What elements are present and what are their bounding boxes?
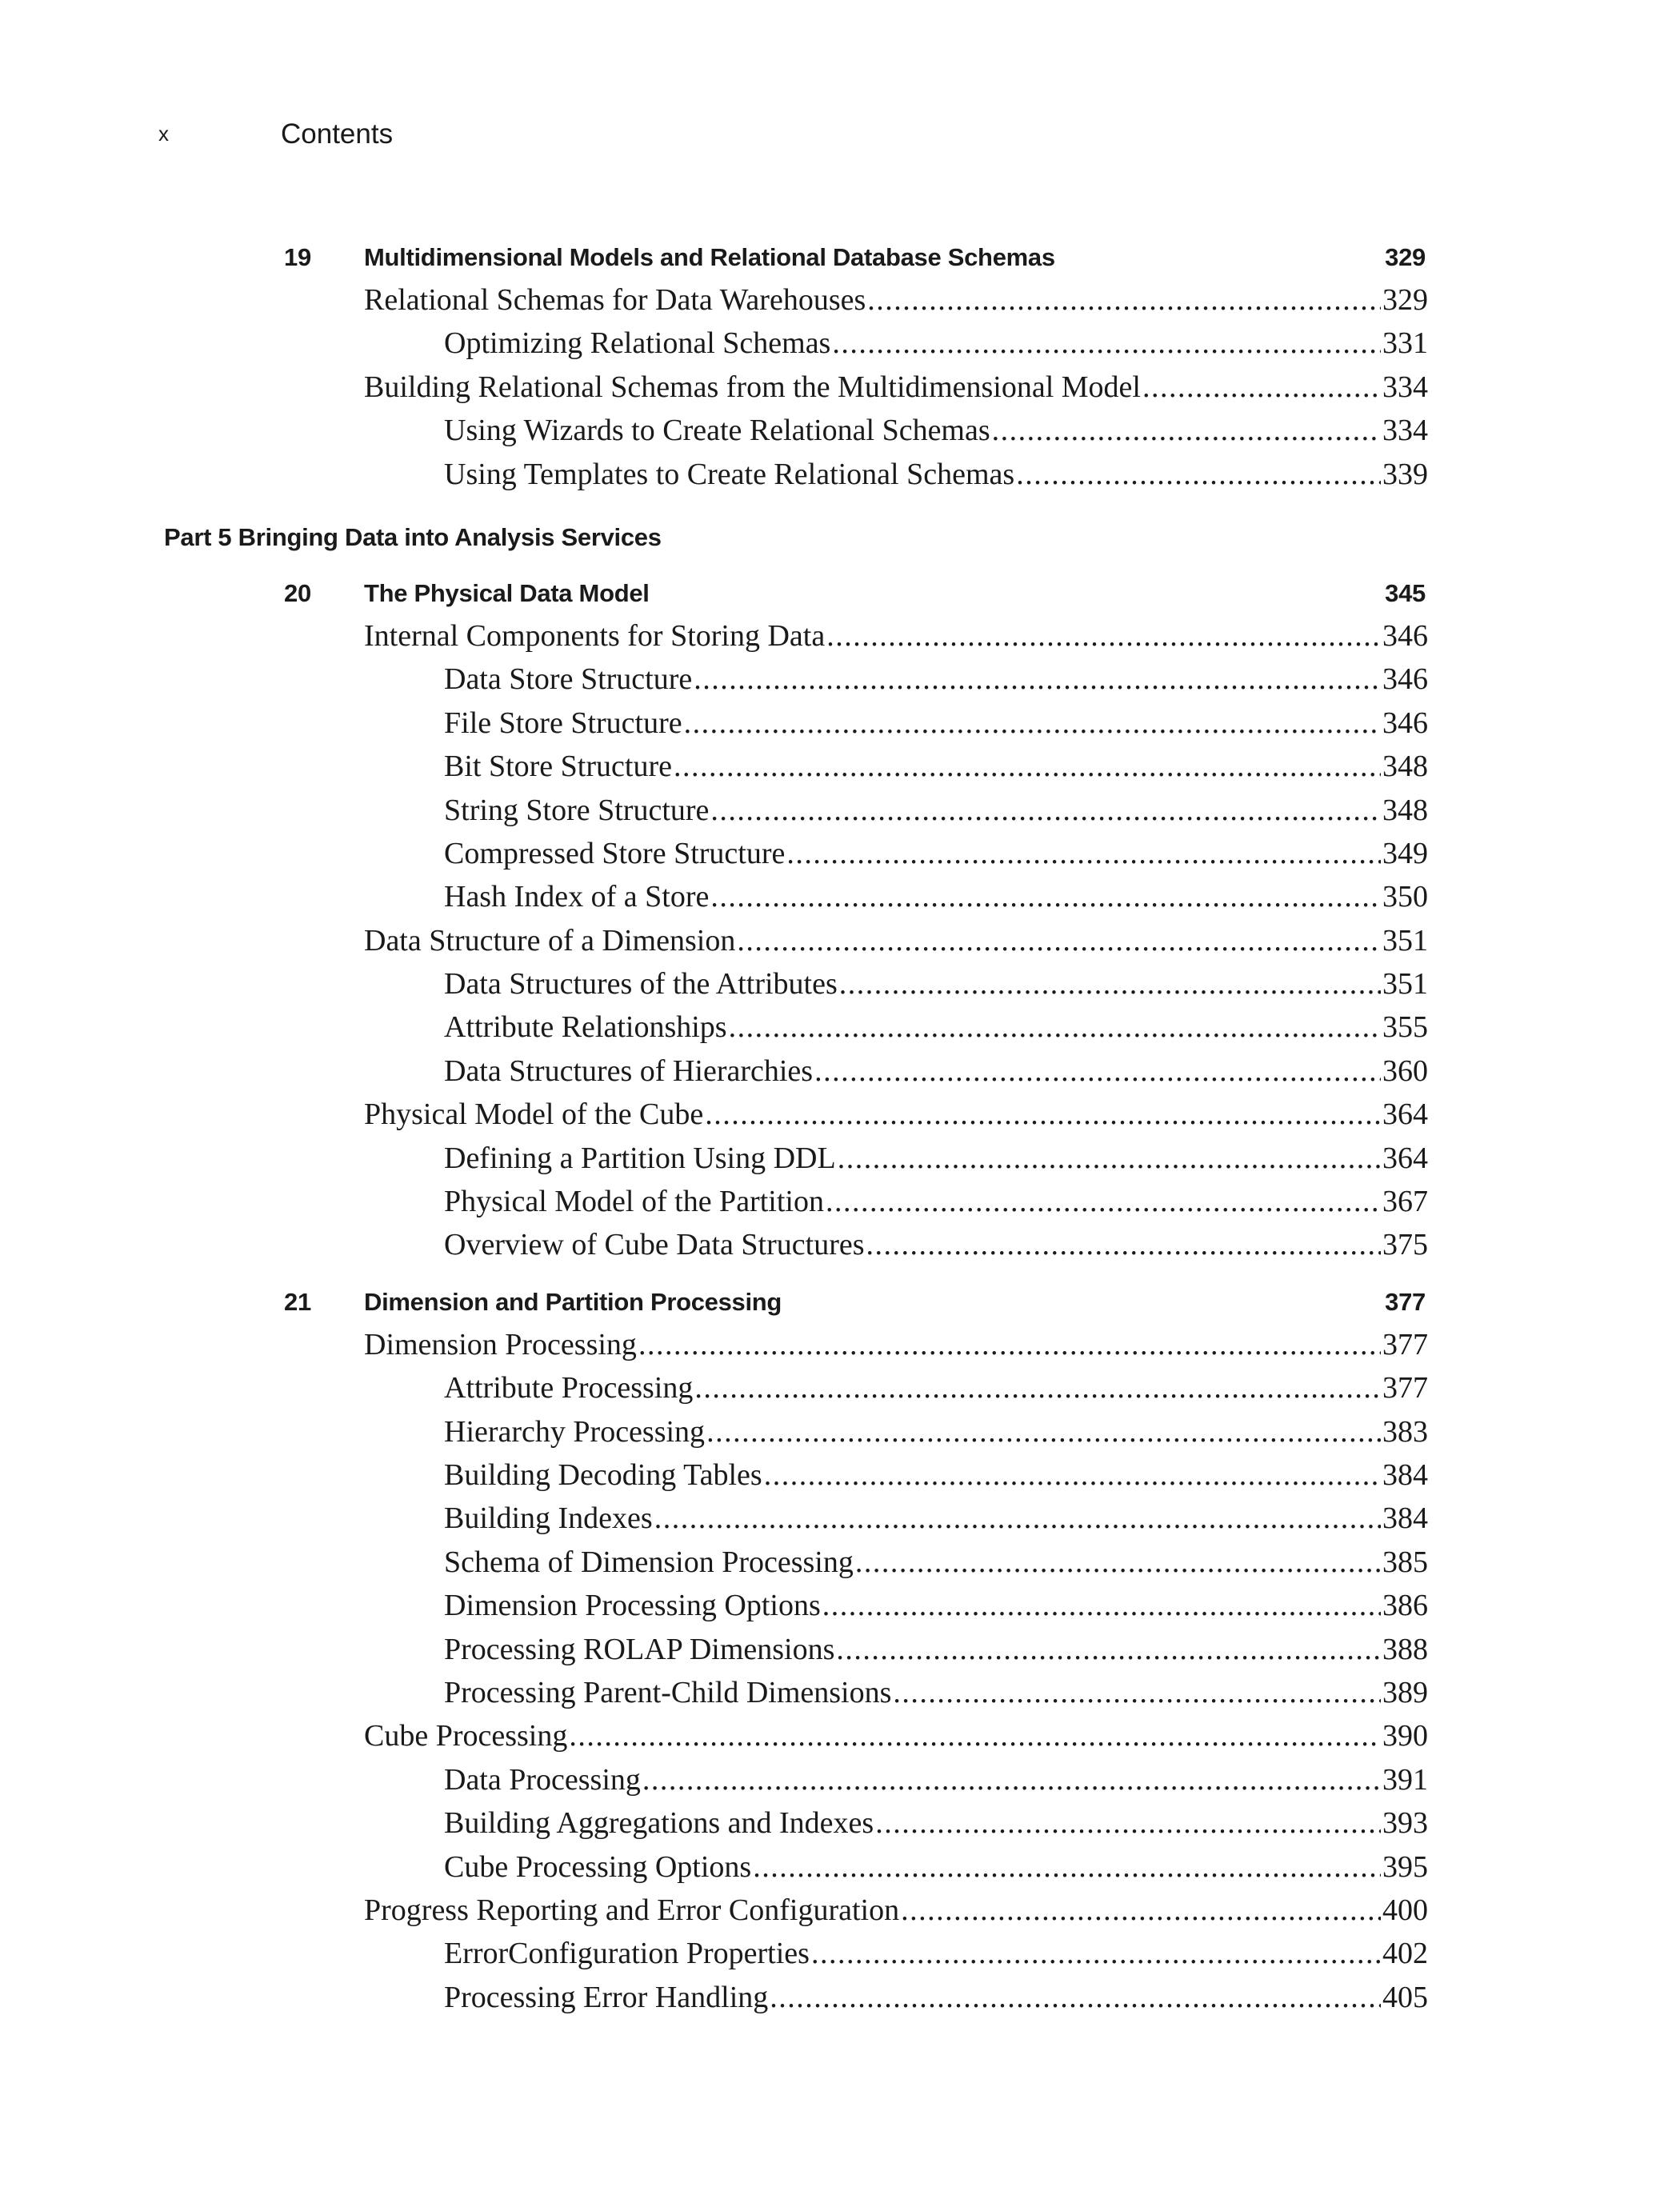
toc-entry-page: 386 (1382, 1589, 1428, 1623)
dot-leader (737, 919, 1381, 962)
toc-entry[interactable] (364, 1093, 1428, 1136)
toc-entry-title: Progress Reporting and Error Configuration (364, 1893, 900, 1927)
table-of-contents (0, 237, 1680, 2019)
dot-leader (654, 1497, 1381, 1540)
toc-entry-title: Hierarchy Processing (444, 1414, 706, 1449)
part-title: Part 5 Bringing Data into Analysis Services (164, 522, 662, 551)
page-folio: x (158, 122, 169, 146)
toc-entry[interactable] (444, 1801, 1428, 1845)
toc-entry[interactable] (444, 658, 1428, 701)
toc-entry-page: 390 (1382, 1719, 1428, 1753)
dot-leader (710, 875, 1381, 918)
dot-leader (1016, 453, 1381, 496)
toc-entry[interactable] (364, 366, 1428, 409)
toc-entry-title: Processing ROLAP Dimensions (444, 1632, 835, 1666)
toc-entry[interactable] (364, 278, 1428, 322)
running-title: Contents (281, 118, 394, 150)
chapter-title: The Physical Data Model (364, 578, 650, 607)
toc-entry-page: 383 (1382, 1414, 1428, 1449)
toc-entry-title: Building Relational Schemas from the Multidimensional Model (364, 370, 1141, 404)
toc-entry-page: 391 (1382, 1762, 1428, 1797)
toc-entry-page: 351 (1382, 967, 1428, 1002)
chapter-page: 377 (1385, 1287, 1426, 1316)
toc-entry-title: Physical Model of the Cube (364, 1097, 704, 1132)
toc-entry-page: 400 (1382, 1893, 1428, 1927)
toc-entry-page: 364 (1382, 1097, 1428, 1132)
toc-entry-title: Processing Parent-Child Dimensions (444, 1675, 892, 1709)
toc-entry-page: 364 (1382, 1141, 1428, 1175)
dot-leader (674, 745, 1381, 788)
toc-entry[interactable] (444, 1976, 1428, 2019)
chapter-page: 329 (1385, 243, 1426, 271)
dot-leader (638, 1323, 1381, 1366)
toc-entry-page: 405 (1382, 1980, 1428, 2014)
toc-entry[interactable] (444, 1541, 1428, 1584)
toc-entry[interactable] (444, 1137, 1428, 1180)
toc-entry[interactable] (444, 702, 1428, 745)
toc-entry-page: 334 (1382, 414, 1428, 448)
toc-entry-title: Attribute Processing (444, 1371, 694, 1405)
toc-entry[interactable] (364, 1714, 1428, 1757)
toc-entry-title: Defining a Partition Using DDL (444, 1141, 836, 1175)
dot-leader (786, 832, 1381, 875)
toc-entry-page: 402 (1382, 1937, 1428, 1971)
toc-entry-page: 389 (1382, 1675, 1428, 1709)
part-heading[interactable] (0, 517, 1680, 558)
toc-entry-title: Using Templates to Create Relational Schemas (444, 457, 1015, 491)
toc-entry-title: String Store Structure (444, 793, 710, 827)
toc-entry[interactable] (444, 1050, 1428, 1093)
chapter-heading[interactable] (0, 1281, 1680, 1323)
toc-entry[interactable] (444, 1497, 1428, 1540)
dot-leader (684, 702, 1381, 745)
toc-entry-page: 331 (1382, 326, 1428, 361)
toc-entry-page: 346 (1382, 706, 1428, 740)
toc-entry[interactable] (444, 1180, 1428, 1223)
dot-leader (838, 1137, 1381, 1180)
toc-entry[interactable] (444, 745, 1428, 788)
toc-entry[interactable] (444, 1006, 1428, 1049)
dot-leader (855, 1541, 1381, 1584)
toc-entry-title: Data Structures of Hierarchies (444, 1054, 814, 1088)
chapter-heading[interactable] (0, 573, 1680, 614)
dot-leader (753, 1845, 1381, 1889)
toc-entry-title: Optimizing Relational Schemas (444, 326, 831, 361)
chapter-number: 19 (284, 243, 311, 271)
toc-entry-page: 348 (1382, 750, 1428, 784)
toc-entry-title: File Store Structure (444, 706, 682, 740)
dot-leader (1142, 366, 1381, 409)
chapter-number: 20 (284, 578, 311, 607)
toc-entry[interactable] (444, 1845, 1428, 1889)
toc-entry[interactable] (364, 1323, 1428, 1366)
toc-entry-page: 367 (1382, 1185, 1428, 1219)
toc-entry-page: 384 (1382, 1501, 1428, 1536)
dot-leader (822, 1584, 1381, 1627)
dot-leader (836, 1628, 1381, 1671)
toc-entry[interactable] (444, 1671, 1428, 1714)
toc-entry-title: Building Indexes (444, 1501, 653, 1536)
toc-entry-title: Data Store Structure (444, 662, 693, 697)
toc-entry-page: 377 (1382, 1371, 1428, 1405)
dot-leader (710, 789, 1381, 832)
dot-leader (866, 1223, 1381, 1266)
dot-leader (832, 322, 1381, 365)
toc-entry[interactable] (444, 453, 1428, 496)
dot-leader (706, 1410, 1381, 1453)
toc-entry-title: Processing Error Handling (444, 1980, 769, 2014)
toc-entry[interactable] (444, 1410, 1428, 1453)
toc-entry-page: 339 (1382, 457, 1428, 491)
dot-leader (569, 1714, 1381, 1757)
dot-leader (826, 614, 1381, 658)
dot-leader (764, 1453, 1381, 1497)
toc-entry[interactable] (444, 409, 1428, 452)
dot-leader (811, 1932, 1381, 1975)
toc-entry[interactable] (444, 962, 1428, 1006)
toc-entry-page: 349 (1382, 836, 1428, 870)
toc-entry-title: Building Aggregations and Indexes (444, 1806, 874, 1841)
toc-entry-title: Data Structures of the Attributes (444, 967, 838, 1002)
toc-entry[interactable] (444, 1758, 1428, 1801)
toc-entry-page: 329 (1382, 283, 1428, 317)
toc-entry-title: Dimension Processing Options (444, 1589, 821, 1623)
toc-entry-page: 351 (1382, 923, 1428, 958)
toc-entry-page: 384 (1382, 1457, 1428, 1492)
toc-entry-page: 360 (1382, 1054, 1428, 1088)
dot-leader (901, 1889, 1381, 1932)
chapter-title: Dimension and Partition Processing (364, 1287, 782, 1316)
dot-leader (893, 1671, 1381, 1714)
toc-entry[interactable] (364, 614, 1428, 658)
dot-leader (992, 409, 1381, 452)
toc-entry-title: Overview of Cube Data Structures (444, 1228, 865, 1262)
toc-entry[interactable] (364, 919, 1428, 962)
toc-entry[interactable] (444, 832, 1428, 875)
toc-entry[interactable] (444, 875, 1428, 918)
chapter-title: Multidimensional Models and Relational Database Schemas (364, 243, 1055, 271)
toc-entry[interactable] (444, 322, 1428, 365)
toc-entry-title: Data Structure of a Dimension (364, 923, 736, 958)
chapter-page: 345 (1385, 578, 1426, 607)
toc-entry-title: Internal Components for Storing Data (364, 618, 826, 653)
running-head (0, 118, 1680, 154)
toc-entry[interactable] (444, 1932, 1428, 1975)
toc-entry-title: Cube Processing (364, 1719, 568, 1753)
dot-leader (814, 1050, 1381, 1093)
toc-entry[interactable] (364, 1889, 1428, 1932)
toc-entry-title: Attribute Relationships (444, 1010, 727, 1045)
toc-entry-title: Bit Store Structure (444, 750, 672, 784)
toc-entry-title: Data Processing (444, 1762, 641, 1797)
toc-entry[interactable] (444, 1628, 1428, 1671)
toc-entry-page: 377 (1382, 1327, 1428, 1361)
toc-entry-page: 355 (1382, 1010, 1428, 1045)
toc-entry-page: 348 (1382, 793, 1428, 827)
toc-entry-page: 395 (1382, 1849, 1428, 1884)
toc-entry-title: Building Decoding Tables (444, 1457, 762, 1492)
dot-leader (705, 1093, 1381, 1136)
dot-leader (826, 1180, 1381, 1223)
toc-entry-page: 346 (1382, 618, 1428, 653)
toc-entry-page: 375 (1382, 1228, 1428, 1262)
dot-leader (694, 658, 1381, 701)
toc-entry[interactable] (444, 1453, 1428, 1497)
toc-entry-title: ErrorConfiguration Properties (444, 1937, 810, 1971)
toc-entry-page: 346 (1382, 662, 1428, 697)
dot-leader (729, 1006, 1381, 1049)
toc-entry-title: Cube Processing Options (444, 1849, 752, 1884)
toc-entry-page: 350 (1382, 880, 1428, 914)
toc-entry-page: 388 (1382, 1632, 1428, 1666)
toc-entry[interactable] (444, 1366, 1428, 1409)
dot-leader (642, 1758, 1381, 1801)
toc-entry-title: Hash Index of a Store (444, 880, 710, 914)
dot-leader (875, 1801, 1381, 1845)
toc-entry-title: Physical Model of the Partition (444, 1185, 824, 1219)
dot-leader (839, 962, 1381, 1006)
chapter-number: 21 (284, 1287, 311, 1316)
toc-entry-title: Compressed Store Structure (444, 836, 786, 870)
dot-leader (694, 1366, 1381, 1409)
toc-entry-title: Dimension Processing (364, 1327, 637, 1361)
toc-entry[interactable] (444, 789, 1428, 832)
toc-entry[interactable] (444, 1223, 1428, 1266)
dot-leader (867, 278, 1381, 322)
dot-leader (770, 1976, 1381, 2019)
chapter-heading[interactable] (0, 237, 1680, 278)
toc-entry-title: Schema of Dimension Processing (444, 1545, 854, 1579)
toc-entry-page: 385 (1382, 1545, 1428, 1579)
toc-entry-page: 393 (1382, 1806, 1428, 1841)
toc-entry-page: 334 (1382, 370, 1428, 404)
toc-entry[interactable] (444, 1584, 1428, 1627)
toc-entry-title: Using Wizards to Create Relational Schemas (444, 414, 990, 448)
toc-entry-title: Relational Schemas for Data Warehouses (364, 283, 866, 317)
